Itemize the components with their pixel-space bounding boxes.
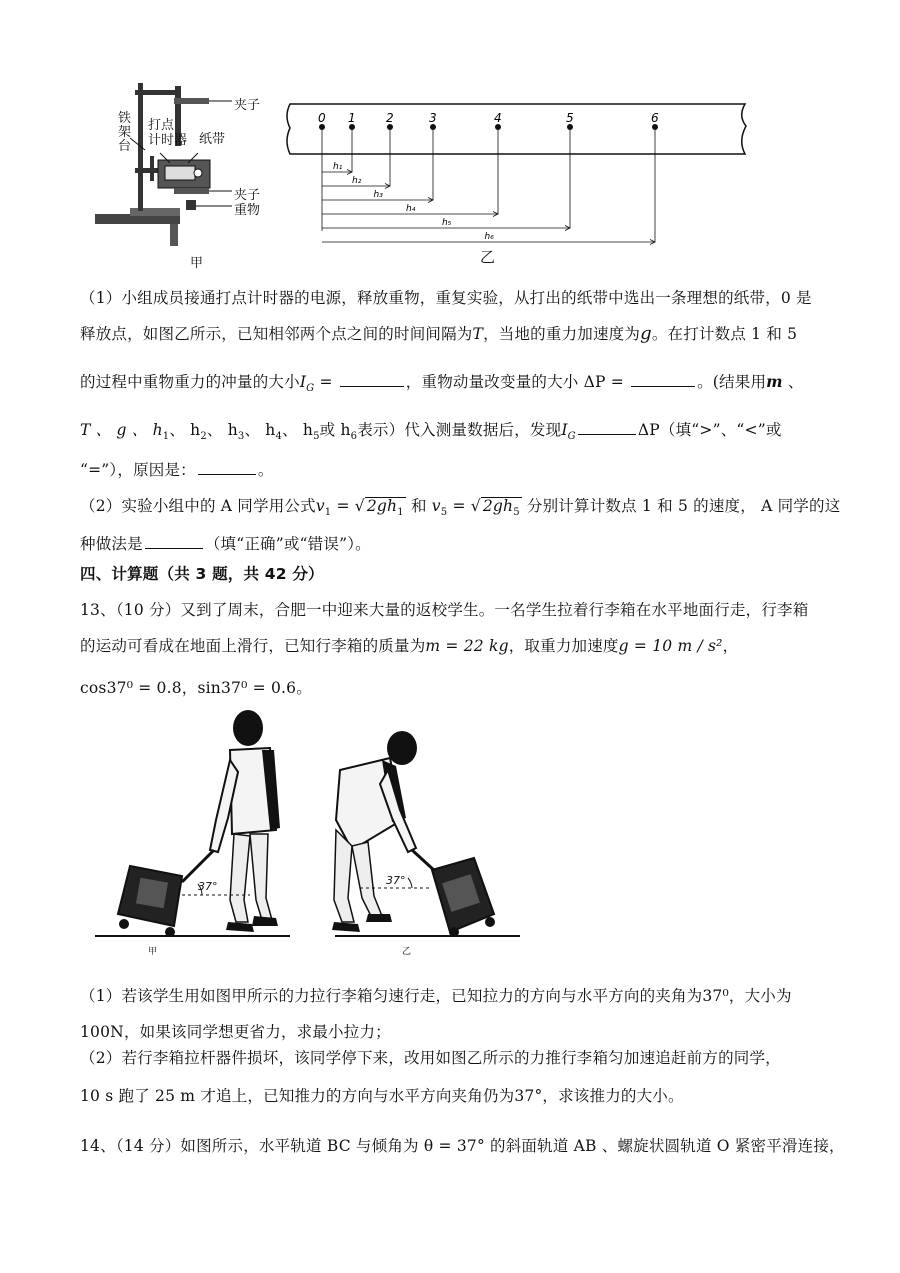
- subscript: 3: [237, 431, 245, 443]
- student-pushing: [332, 731, 417, 932]
- text-segment: 。在打计数点 1 和 5: [651, 325, 798, 343]
- sqrt-sign: √: [354, 497, 365, 515]
- var-I: I: [561, 421, 568, 439]
- q12-p1-line2: [80, 322, 797, 344]
- tape-outline: [287, 104, 746, 154]
- q13-line1: 13、（10 分）又到了周末，合肥一中迎来大量的返校学生。一名学生拉着行李箱在水平地面行走，行李箱: [80, 601, 809, 619]
- subscript: 5: [440, 507, 448, 519]
- luggage-right: [360, 850, 495, 937]
- caption-jia-top: 甲: [190, 256, 204, 271]
- text-segment: 。: [257, 461, 274, 479]
- subscript: 1: [162, 431, 170, 443]
- gravity-value: g = 10 m / s²: [618, 637, 723, 655]
- answer-blank-reason[interactable]: [198, 473, 256, 475]
- q13-p1-line1: （1）若该学生用如图甲所示的力拉行李箱匀速行走，已知拉力的方向与水平方向的夹角为37⁰，大小为: [80, 987, 792, 1005]
- q13-line2: [80, 634, 738, 656]
- var-g: g: [640, 323, 652, 344]
- text-segment: 的运动可看成在地面上滑行，已知行李箱的质量为: [80, 637, 426, 655]
- tape-point-label: 4: [494, 111, 502, 125]
- text-segment: 2gh: [366, 497, 398, 515]
- q12-p1-line1: （1）小组成员接通打点计时器的电源，释放重物，重复实验，从打出的纸带中选出一条理想的纸带，0 是: [80, 289, 812, 307]
- text-segment: 、 h: [206, 421, 238, 439]
- subscript: G: [567, 431, 576, 443]
- text-segment: 分别计算计数点 1 和 5 的速度， A 同学的这: [521, 497, 841, 515]
- sqrt-sign: √: [470, 497, 481, 515]
- label-iron-stand: 铁 架 台: [118, 111, 132, 154]
- text-segment: 2gh: [482, 497, 514, 515]
- h-label: h₅: [442, 218, 452, 228]
- h-label: h₆: [484, 232, 494, 242]
- caption-yi-top: 乙: [480, 248, 496, 266]
- q12-p1-line4: [80, 418, 782, 442]
- h-label: h₁: [333, 162, 343, 172]
- text-segment: 、 h: [282, 421, 314, 439]
- q13-p1-line2: 100N，如果该同学想更省力，求最小拉力；: [80, 1023, 391, 1041]
- tape-point-label: 2: [386, 111, 394, 125]
- tape-point-label: 6: [651, 111, 659, 125]
- subscript: 1: [324, 507, 332, 519]
- subscript: 2: [200, 431, 207, 443]
- text-segment: 种做法是: [80, 535, 143, 553]
- var-T: T: [472, 325, 484, 343]
- text-segment: 或 h: [319, 421, 351, 439]
- text-segment: T 、 g 、 h: [80, 421, 163, 439]
- var-v: v: [315, 497, 325, 515]
- caption-yi-bottom: 乙: [402, 947, 412, 957]
- text-segment: 、: [782, 373, 804, 391]
- tape-point-label: 0: [318, 111, 326, 125]
- h-label: h₃: [373, 190, 383, 200]
- sqrt-body-5: [481, 497, 522, 518]
- answer-blank-impulse[interactable]: [340, 385, 404, 387]
- subscript: 1: [397, 507, 404, 519]
- h-label: h₄: [406, 204, 416, 214]
- tape-point-label: 3: [429, 111, 437, 125]
- q13-p2-line2: 10 s 跑了 25 m 才追上，已知推力的方向与水平方向夹角仍为37°，求该推力的大小。: [80, 1087, 684, 1105]
- q14-line1: 14、（14 分）如图所示，水平轨道 BC 与倾角为 θ = 37° 的斜面轨道 AB 、螺旋状圆轨道 O 紧密平滑连接，: [80, 1137, 845, 1155]
- text-segment: 和: [405, 497, 432, 515]
- angle-label-left: 37°: [198, 880, 218, 893]
- text-segment: “=”），原因是：: [80, 461, 196, 479]
- q13-line3: cos37⁰ = 0.8，sin37⁰ = 0.6。: [80, 679, 312, 697]
- text-segment: 释放点，如图乙所示，已知相邻两个点之间的时间间隔为: [80, 325, 473, 343]
- label-weight: 重物: [234, 203, 261, 218]
- label-clamp-bottom: 夹子: [234, 188, 261, 203]
- answer-blank-momentum[interactable]: [631, 385, 695, 387]
- section-title: 四、计算题（共 3 题，共 42 分）: [80, 565, 324, 583]
- text-segment: ΔP（填“>”、“<”或: [637, 421, 782, 439]
- q12-p2-line1: [80, 494, 840, 518]
- text-segment: 表示）代入测量数据后，发现: [357, 421, 562, 439]
- label-timer: 打点 计时器: [148, 118, 188, 148]
- answer-blank-compare[interactable]: [578, 433, 636, 435]
- text-segment: =: [314, 373, 338, 391]
- text-segment: 、 h: [169, 421, 201, 439]
- text-segment: ，: [722, 637, 739, 655]
- angle-label-right: 37°: [386, 874, 406, 887]
- var-I: I: [299, 373, 307, 391]
- tape-point-label: 5: [566, 111, 574, 125]
- subscript: 5: [513, 507, 520, 519]
- subscript: G: [306, 383, 315, 395]
- caption-jia-bottom: 甲: [148, 947, 158, 957]
- h-label: h₂: [352, 176, 362, 186]
- q12-p2-line2: [80, 532, 371, 554]
- label-tape: 纸带: [199, 132, 226, 147]
- luggage-figure: [90, 700, 530, 965]
- text-segment: =: [447, 497, 471, 515]
- var-v: v: [431, 497, 441, 515]
- q12-p1-line5: [80, 458, 274, 480]
- answer-blank-method[interactable]: [145, 547, 203, 549]
- tape-point-label: 1: [348, 111, 356, 125]
- subscript: 4: [275, 431, 283, 443]
- text-segment: （填“正确”或“错误”）。: [204, 535, 371, 553]
- subscript: 5: [313, 431, 320, 443]
- q13-p2-line1: （2）若行李箱拉杆器件损坏，该同学停下来，改用如图乙所示的力推行李箱匀加速追赶前方的同学，: [80, 1049, 781, 1067]
- sqrt-body-1: [365, 497, 406, 518]
- student-pulling: [210, 710, 280, 932]
- tape-figure: [280, 96, 760, 266]
- text-segment: 。(结果用: [697, 373, 767, 391]
- text-segment: 、 h: [244, 421, 276, 439]
- text-segment: ，重物动量改变量的大小 ΔP =: [405, 373, 630, 391]
- subscript: 6: [350, 431, 358, 443]
- label-clamp-top: 夹子: [234, 98, 261, 113]
- text-segment: 的过程中重物重力的冲量的大小: [80, 373, 300, 391]
- text-segment: （2）实验小组中的 A 同学用公式: [80, 497, 316, 515]
- q12-p1-line3: [80, 370, 804, 394]
- mass-value: m = 22 kg: [425, 637, 509, 655]
- text-segment: ，当地的重力加速度为: [483, 325, 641, 343]
- text-segment: ，取重力加速度: [508, 637, 619, 655]
- var-m: m: [766, 372, 783, 391]
- text-segment: =: [331, 497, 355, 515]
